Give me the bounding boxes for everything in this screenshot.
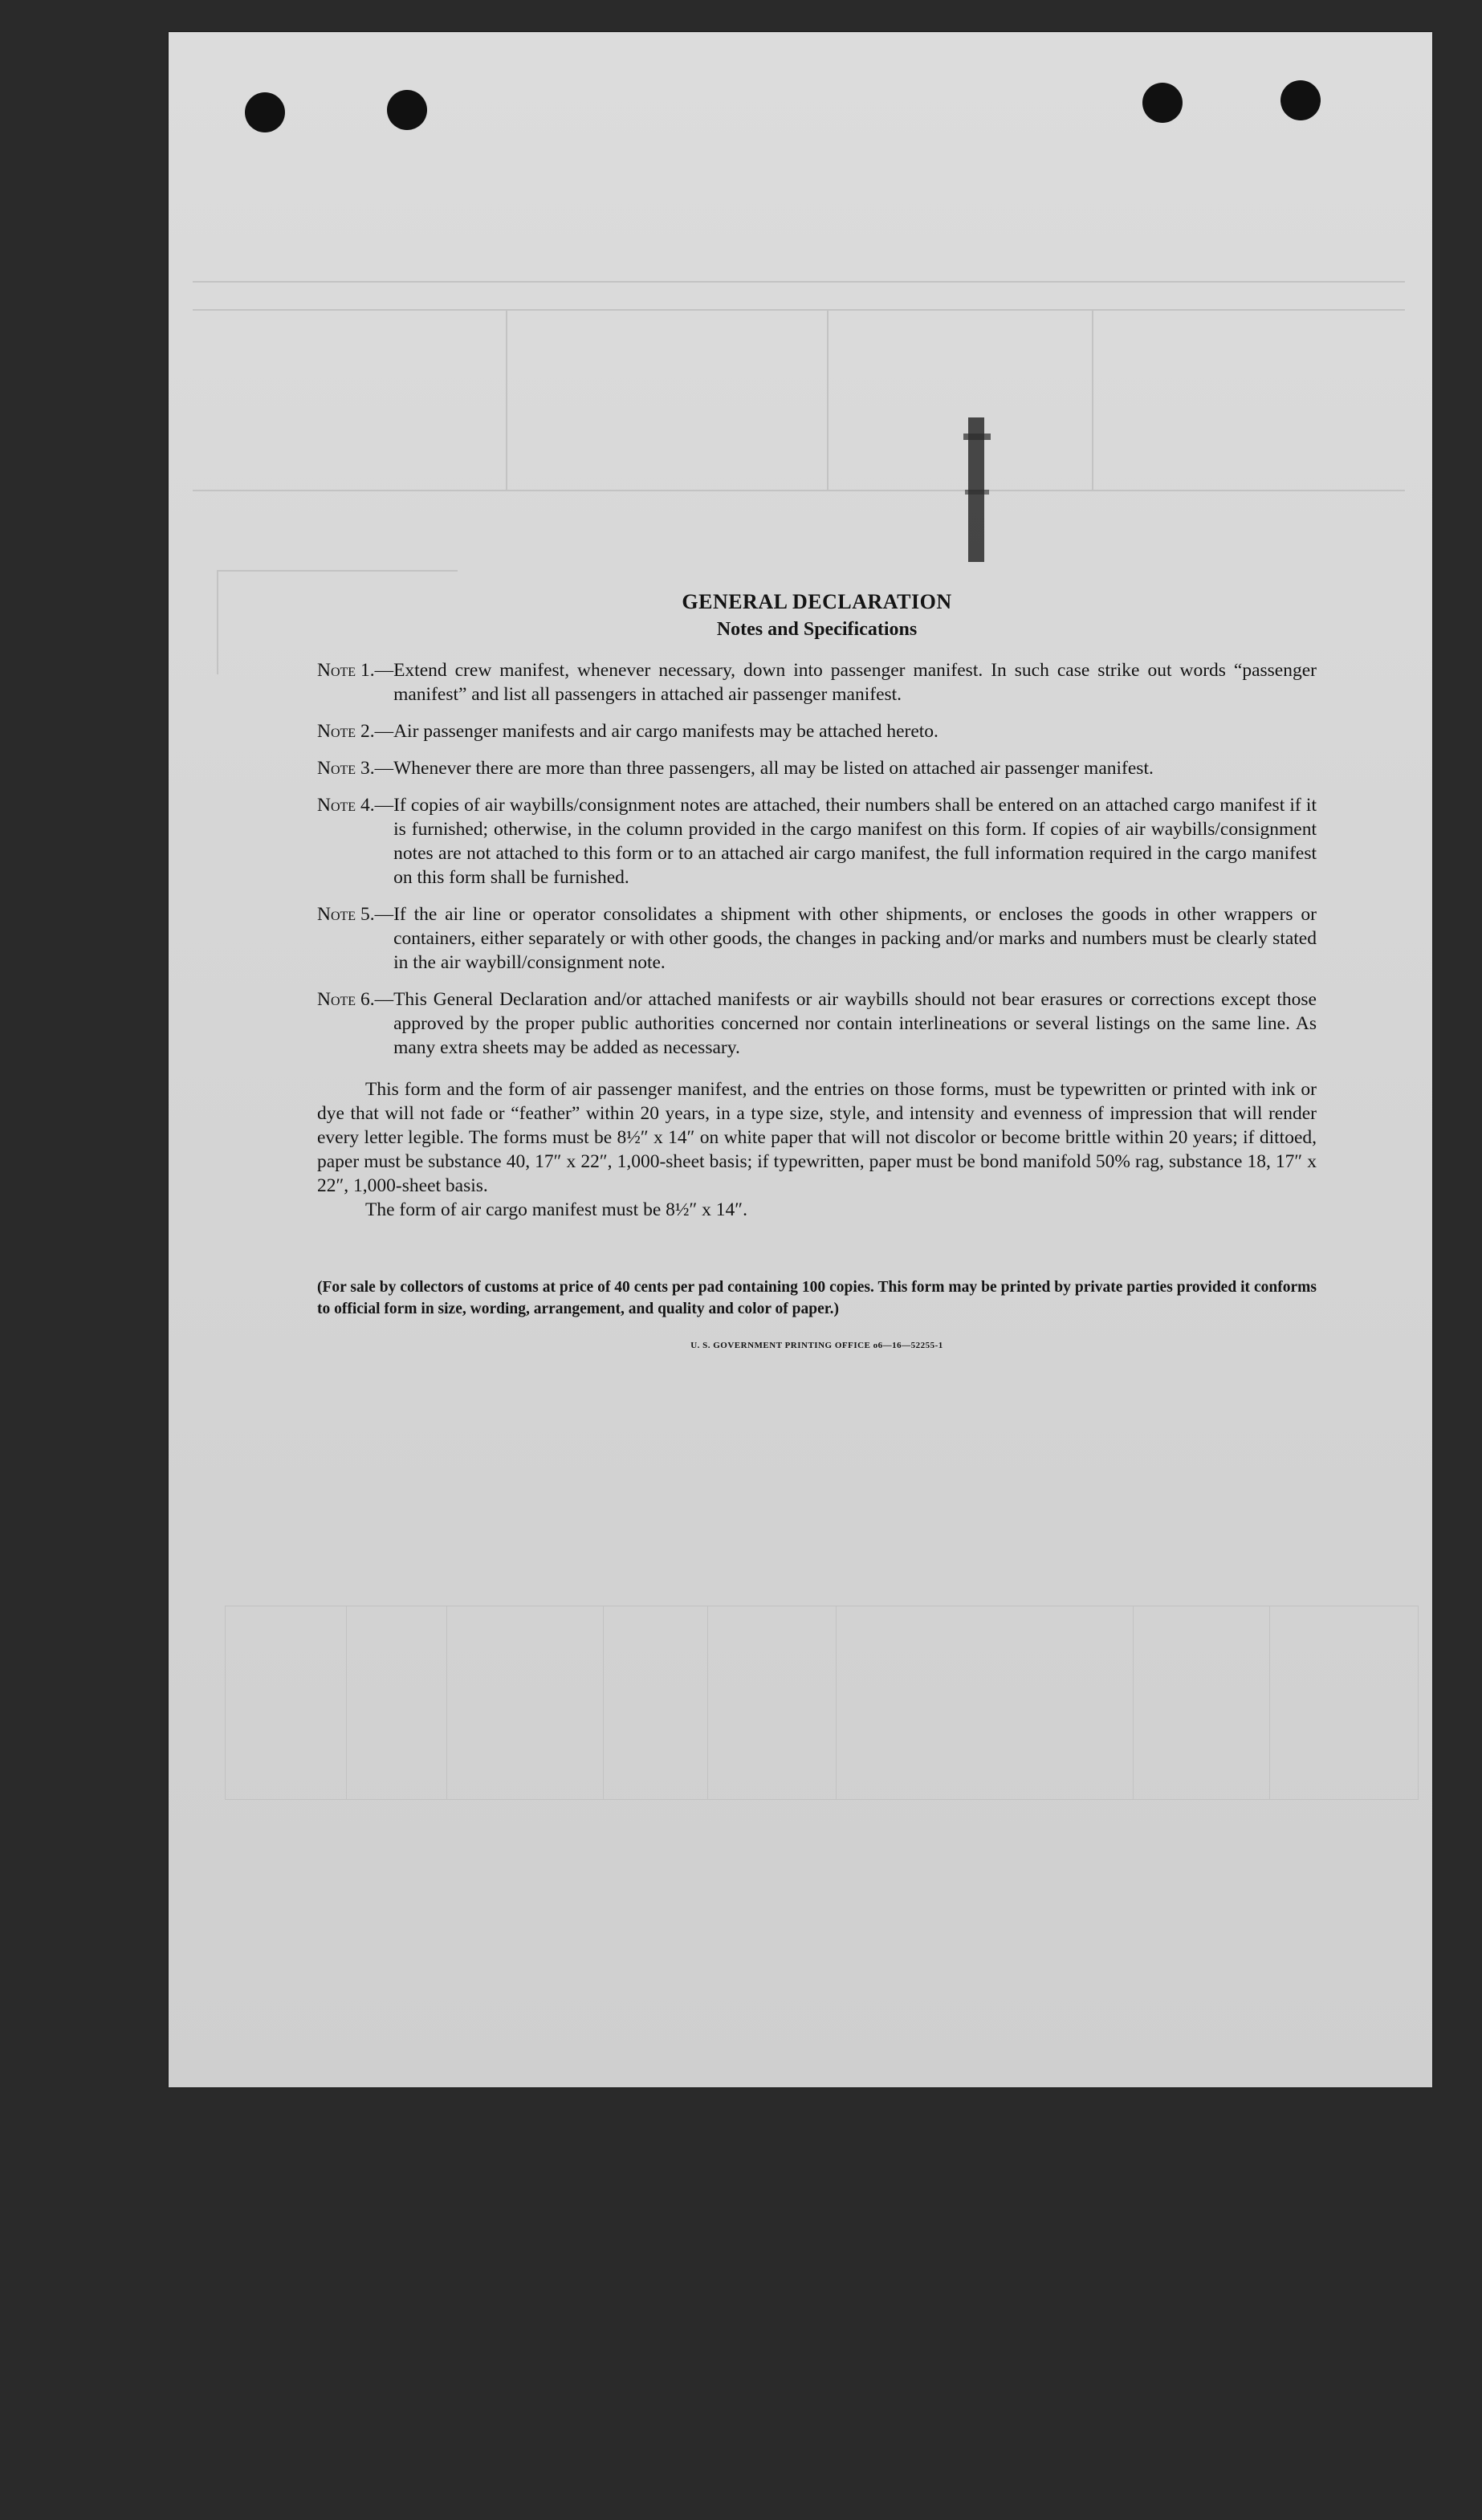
printing-office-line: U. S. GOVERNMENT PRINTING OFFICE o6—16—52255-1 <box>690 1341 943 1350</box>
note-item <box>317 719 1317 743</box>
bleed-through-line <box>506 309 507 490</box>
note-label: Note 5. <box>317 904 375 925</box>
document-heading: GENERAL DECLARATION <box>682 590 952 613</box>
note-dash: — <box>374 660 394 681</box>
bleed-through-line <box>193 490 1405 491</box>
note-label: Note 4. <box>317 795 375 816</box>
note-item <box>317 658 1317 706</box>
bleed-through-line <box>1092 309 1093 490</box>
document-subheading: Notes and Specifications <box>716 619 918 640</box>
note-item <box>317 902 1317 975</box>
bleed-through-line <box>193 309 1405 311</box>
note-item <box>317 987 1317 1060</box>
note-text: This General Declaration and/or attached manifests or air waybills should not bear erasures or corrections except those approved by the proper public authorities concerned nor contain interlineations or several listings on the same line. As many extra sheets may be added as necessary. <box>393 989 1317 1058</box>
note-label: Note 6. <box>317 989 375 1010</box>
note-dash: — <box>374 989 394 1010</box>
punch-hole <box>1142 83 1183 123</box>
note-text: If the air line or operator consolidates a shipment with other shipments, or encloses the goods in other wrappers or containers, either separately or with other goods, the changes in packing and/or marks and numbers must be clearly stated in the air waybill/consignment note. <box>393 904 1317 973</box>
note-label: Note 3. <box>317 758 375 779</box>
note-item <box>317 756 1317 780</box>
note-label: Note 1. <box>317 660 375 681</box>
note-dash: — <box>374 795 394 816</box>
bleed-through-line <box>827 309 829 490</box>
note-dash: — <box>374 721 394 742</box>
bleed-through-line <box>217 570 458 572</box>
punch-hole <box>1280 80 1321 120</box>
note-text: Extend crew manifest, whenever necessary, down into passenger manifest. In such case strike out words “passenger manifest” and list all passengers in attached air passenger manifest. <box>393 660 1317 705</box>
specification-paragraph: This form and the form of air passenger manifest, and the entries on those forms, must be typewritten or printed with ink or dye that will not fade or “feather” within 20 years, in a type size, style, and intensity and evenness of impression that will render every letter legible. The forms must be 8½″ x 14″ on white paper that will not discolor or become brittle within 20 years; if dittoed, paper must be substance 40, 17″ x 22″, 1,000-sheet basis; if typewritten, paper must be bond manifold 50% rag, substance 18, 17″ x 22″, 1,000-sheet basis. <box>317 1079 1317 1196</box>
bleed-through-line <box>217 570 218 674</box>
sale-note: (For sale by collectors of customs at price of 40 cents per pad containing 100 copies. This form may be printed by private parties provided it conforms to official form in size, wording, arrangement, and quality and color of paper.) <box>317 1279 1317 1317</box>
note-text: Whenever there are more than three passengers, all may be listed on attached air passenger manifest. <box>393 758 1154 779</box>
note-text: Air passenger manifests and air cargo manifests may be attached hereto. <box>393 721 938 742</box>
note-item <box>317 793 1317 890</box>
note-dash: — <box>374 904 394 925</box>
ink-stamp-mark <box>963 417 991 562</box>
note-label: Note 2. <box>317 721 375 742</box>
punch-hole <box>387 90 427 130</box>
bleed-through-line <box>193 281 1405 283</box>
notes-content <box>317 590 1317 1350</box>
punch-hole <box>245 92 285 132</box>
note-text: If copies of air waybills/consignment notes are attached, their numbers shall be entered on an attached cargo manifest if it is furnished; otherwise, in the column provided in the cargo manifest on this form. If copies of air waybills/consignment notes are not attached to this form or to an attached air cargo manifest, the full information required in the cargo manifest on this form shall be furnished. <box>393 795 1317 888</box>
cargo-manifest-size-line: The form of air cargo manifest must be 8½″ x 14″. <box>365 1199 747 1220</box>
bleed-through-table <box>225 1606 1419 1800</box>
note-dash: — <box>374 758 394 779</box>
